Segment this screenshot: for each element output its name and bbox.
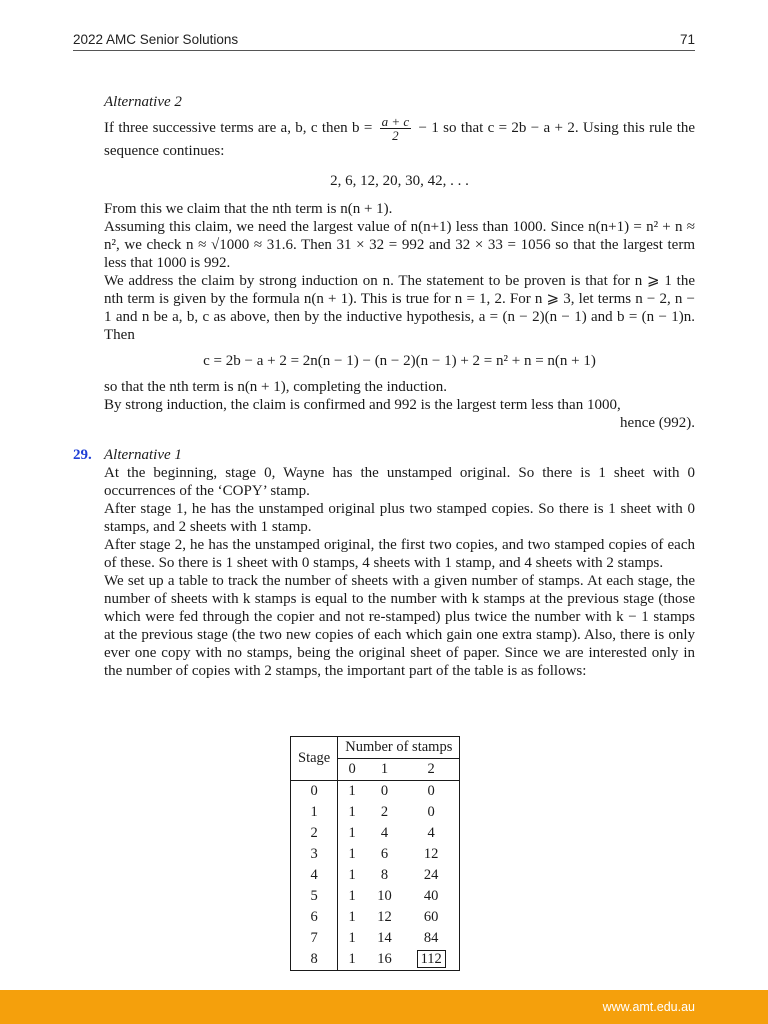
table-row xyxy=(291,949,460,971)
alt2-p1-end: − 1 so that c = 2b − a + 2. Using this rule the sequence continues: xyxy=(104,119,696,159)
table-cell: 1 xyxy=(348,930,356,946)
q29-paragraph-2: After stage 1, he has the unstamped original plus two stamped copies. So there is 1 sheet with 0 stamps, and 2 sheets with 1 stamp. xyxy=(104,501,695,535)
table-cell: 10 xyxy=(377,888,392,904)
table-cell: 1 xyxy=(348,804,356,820)
table-cell: 12 xyxy=(403,844,460,865)
table-cell: 1 xyxy=(338,949,366,971)
table-cell: 6 xyxy=(380,846,389,862)
table-cell: 12 xyxy=(377,909,392,925)
alt2-heading: Alternative 2 xyxy=(104,94,182,110)
alt2-paragraph-2: From this we claim that the nth term is n(n + 1). xyxy=(104,201,393,217)
table-row xyxy=(291,907,460,928)
stage-header: Stage xyxy=(291,737,338,781)
table-cell: 3 xyxy=(291,844,338,865)
col-header: 1 xyxy=(366,759,403,781)
table-cell: 0 xyxy=(291,781,338,803)
sequence-display: 2, 6, 12, 20, 30, 42, . . . xyxy=(330,173,469,189)
table-cell: 1 xyxy=(348,909,356,925)
alt2-paragraph-4: We address the claim by strong induction on n. The statement to be proven is that for n ⩾ 1 the nth term is given by the formula n(n + 1). This is true for n = 1, 2. For n ⩾ 3, let terms n − 2, n − 1 and n be a, b, c as above, then by the inductive hypothesis, a = (n − 2)(n − 1) and b = (n − 1)n. Then xyxy=(104,273,695,343)
table-cell: 1 xyxy=(291,802,338,823)
table-cell: 40 xyxy=(403,886,460,907)
alt2-answer: hence (992). xyxy=(620,415,695,431)
table-cell: 1 xyxy=(348,867,356,883)
alt2-paragraph-3: Assuming this claim, we need the largest value of n(n+1) less than 1000. Since n(n+1) = n² + n ≈ n², we check n ≈ √1000 ≈ 31.6. Then 31 × 32 = 992 and 32 × 33 = 1056 so that the largest term less that 1000 is 992. xyxy=(104,219,695,271)
main-content xyxy=(73,93,696,680)
table-cell: 0 xyxy=(403,781,460,803)
table-row xyxy=(291,823,460,844)
table-cell: 8 xyxy=(380,867,389,883)
answer-cell xyxy=(403,949,460,971)
boxed-answer: 112 xyxy=(417,950,446,968)
table-cell: 4 xyxy=(380,825,389,841)
stamps-group-header: Number of stamps xyxy=(338,737,460,759)
table-cell: 0 xyxy=(403,802,460,823)
document-title: 2022 AMC Senior Solutions xyxy=(73,32,239,47)
table-row xyxy=(291,865,460,886)
table-row xyxy=(291,781,460,803)
table-cell: 1 xyxy=(338,781,366,803)
table-cell: 8 xyxy=(291,949,338,971)
table-cell: 2 xyxy=(291,823,338,844)
question-number: 29. xyxy=(73,447,92,463)
q29-paragraph-4: We set up a table to track the number of sheets with a given number of stamps. At each stage, the number of sheets with k stamps is equal to the number with k stamps at the previous stage (those which were fed through the copier and not re-stamped) plus twice the number with k − 1 stamps at the previous stage (the two new copies of each which gain one extra stamp). Also, there is only ever one copy with no stamps, being the original sheet of paper. Since we are interested only in the number of copies with 2 stamps, the important part of the table is as follows: xyxy=(104,573,695,679)
table-cell: 2 xyxy=(380,804,389,820)
alt2-paragraph-6: By strong induction, the claim is confirmed and 992 is the largest term less than 1000, xyxy=(104,397,621,413)
table-cell: 1 xyxy=(348,846,356,862)
table-row xyxy=(291,844,460,865)
fraction-numerator: a + c xyxy=(381,114,410,129)
page-header xyxy=(73,30,695,51)
table-cell: 5 xyxy=(291,886,338,907)
stamps-table xyxy=(290,736,460,971)
alt2-paragraph-1 xyxy=(104,115,695,160)
q29-heading: Alternative 1 xyxy=(104,447,182,463)
page-footer xyxy=(0,990,768,1024)
table-cell: 1 xyxy=(348,825,356,841)
question-29 xyxy=(73,446,695,680)
table-cell: 14 xyxy=(377,930,392,946)
induction-equation: c = 2b − a + 2 = 2n(n − 1) − (n − 2)(n − 1) + 2 = n² + n = n(n + 1) xyxy=(203,353,596,369)
table-cell: 7 xyxy=(291,928,338,949)
table-row xyxy=(291,886,460,907)
table-row xyxy=(291,802,460,823)
footer-url: www.amt.edu.au xyxy=(602,1000,695,1014)
col-header: 2 xyxy=(403,759,460,781)
table-cell: 24 xyxy=(403,865,460,886)
table-cell: 84 xyxy=(403,928,460,949)
table-cell: 16 xyxy=(366,949,403,971)
alt2-p1-start: If three successive terms are a, b, c then b = xyxy=(104,119,373,136)
table-cell: 1 xyxy=(348,888,356,904)
table-cell: 6 xyxy=(291,907,338,928)
alt2-paragraph-5: so that the nth term is n(n + 1), completing the induction. xyxy=(104,379,447,395)
table-cell: 0 xyxy=(366,781,403,803)
table-row xyxy=(291,928,460,949)
table-cell: 4 xyxy=(291,865,338,886)
table-cell: 4 xyxy=(403,823,460,844)
fraction xyxy=(380,115,412,142)
table-cell: 60 xyxy=(403,907,460,928)
col-header: 0 xyxy=(338,759,366,781)
q29-paragraph-1: At the beginning, stage 0, Wayne has the unstamped original. So there is 1 sheet with 0 occurrences of the ‘COPY’ stamp. xyxy=(104,465,695,499)
page-number: 71 xyxy=(679,32,695,47)
fraction-denominator: 2 xyxy=(392,128,399,143)
q29-paragraph-3: After stage 2, he has the unstamped original, the first two copies, and two stamped copies of each of these. So there is 1 sheet with 0 stamps, 4 sheets with 1 stamp, and 4 sheets with 2 stamps. xyxy=(104,537,695,571)
